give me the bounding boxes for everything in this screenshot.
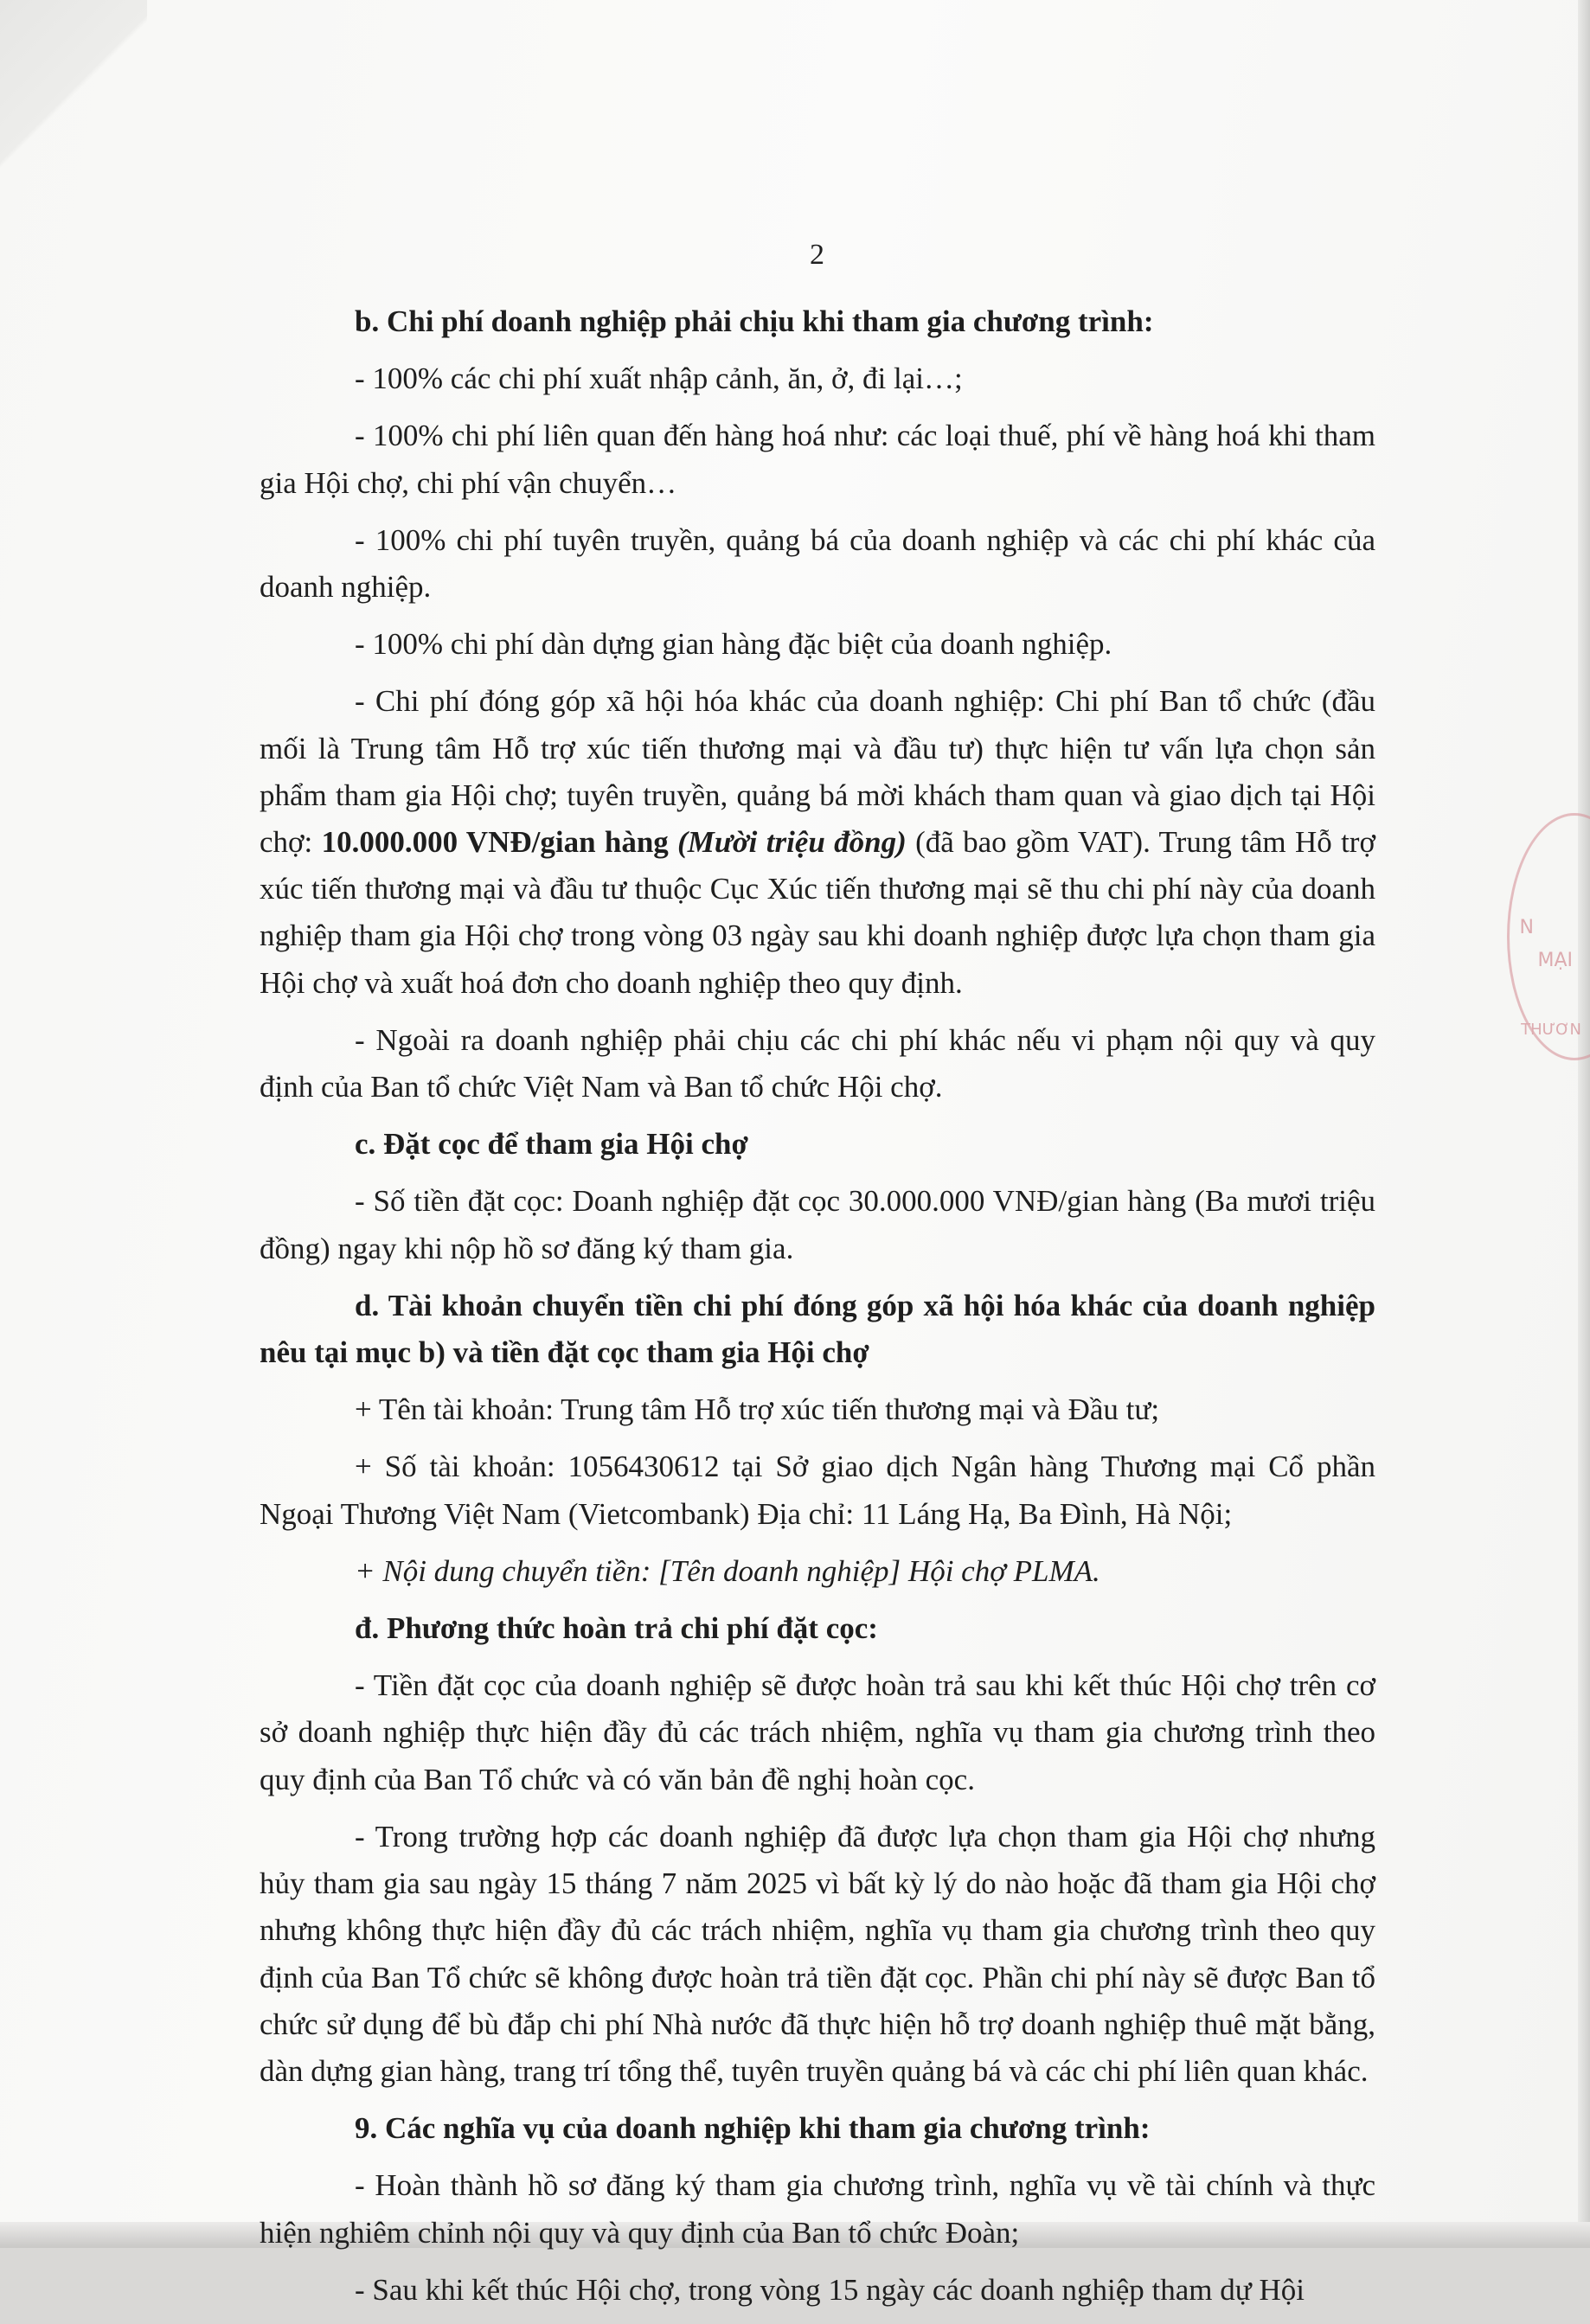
paragraph: - 100% các chi phí xuất nhập cảnh, ăn, ở, đi lại…; <box>355 362 963 396</box>
paragraph: - 100% chi phí dàn dựng gian hàng đặc biệt của doanh nghiệp. <box>355 627 1112 662</box>
stamp-text: N <box>1519 917 1534 938</box>
heading-9: 9. Các nghĩa vụ của doanh nghiệp khi tham gia chương trình: <box>355 2111 1151 2146</box>
stamp-text: MẠI <box>1537 950 1573 971</box>
stamp-text: THƯƠN <box>1521 1021 1581 1039</box>
heading-b: b. Chi phí doanh nghiệp phải chịu khi tham gia chương trình: <box>355 304 1154 338</box>
page-edge-right <box>1578 0 1590 2248</box>
fee-text-a: - Chi phí đóng góp xã hội hóa khác của doanh nghiệp: Chi phí Ban tổ chức (đầu mối là Trung tâm Hỗ trợ xúc tiến thương mại và đầu tư) thực hiện tư vấn lựa chọn sản phẩm tham gia Hội chợ; tuyên truyền, quảng bá mời khách tham quan và giao dịch tại Hội chợ: <box>260 684 1375 860</box>
stamp-bleed-through <box>1478 813 1581 1072</box>
paragraph: - Số tiền đặt cọc: Doanh nghiệp đặt cọc 30.000.000 VNĐ/gian hàng (Ba mươi triệu đồng) ngay khi nộp hồ sơ đăng ký tham gia. <box>260 1184 1375 1265</box>
paragraph: - 100% chi phí liên quan đến hàng hoá như: các loại thuế, phí về hàng hoá khi tham gia Hội chợ, chi phí vận chuyển… <box>260 419 1375 500</box>
folded-corner <box>0 0 147 190</box>
heading-d: d. Tài khoản chuyển tiền chi phí đóng góp xã hội hóa khác của doanh nghiệp nêu tại mục b) và tiền đặt cọc tham gia Hội chợ <box>260 1288 1375 1370</box>
paragraph: - Ngoài ra doanh nghiệp phải chịu các chi phí khác nếu vi phạm nội quy và quy định của Ban tổ chức Việt Nam và Ban tổ chức Hội chợ. <box>260 1022 1375 1104</box>
paragraph: - Hoàn thành hồ sơ đăng ký tham gia chương trình, nghĩa vụ về tài chính và thực hiện nghiêm chỉnh nội quy và quy định của Ban tổ chức Đoàn; <box>260 2168 1375 2250</box>
fee-text-d: (đã bao gồm VAT). Trung tâm Hỗ trợ xúc tiến thương mại và đầu tư thuộc Cục Xúc tiến thương mại sẽ thu chi phí này của doanh nghiệp tham gia Hội chợ trong vòng 03 ngày sau khi doanh nghiệp được lựa chọn tham gia Hội chợ và xuất hoá đơn cho doanh nghiệp theo quy định. <box>260 825 1375 1000</box>
heading-dd: đ. Phương thức hoàn trả chi phí đặt cọc: <box>355 1611 878 1646</box>
paragraph-transfer-content: + Nội dung chuyển tiền: [Tên doanh nghiệp] Hội chợ PLMA. <box>355 1553 1100 1588</box>
heading-c: c. Đặt cọc để tham gia Hội chợ <box>355 1127 748 1162</box>
paragraph: - Sau khi kết thúc Hội chợ, trong vòng 15 ngày các doanh nghiệp tham dự Hội <box>355 2272 1305 2307</box>
paragraph-fee <box>260 678 1375 1006</box>
fee-amount-words: (Mười triệu đồng) <box>677 825 907 860</box>
paragraph: - Tiền đặt cọc của doanh nghiệp sẽ được hoàn trả sau khi kết thúc Hội chợ trên cơ sở doanh nghiệp thực hiện đầy đủ các trách nhiệm, nghĩa vụ tham gia chương trình theo quy định của Ban Tổ chức và có văn bản đề nghị hoàn cọc. <box>260 1668 1375 1796</box>
paragraph: - Trong trường hợp các doanh nghiệp đã được lựa chọn tham gia Hội chợ nhưng hủy tham gia sau ngày 15 tháng 7 năm 2025 vì bất kỳ lý do nào hoặc đã tham gia Hội chợ nhưng không thực hiện đầy đủ các trách nhiệm, nghĩa vụ tham gia chương trình theo quy định của Ban Tổ chức sẽ không được hoàn trả tiền đặt cọc. Phần chi phí này sẽ được Ban tổ chức sử dụng để bù đắp chi phí Nhà nước đã thực hiện hỗ trợ doanh nghiệp thuê mặt bằng, dàn dựng gian hàng, trang trí tổng thể, tuyên truyền quảng bá và các chi phí liên quan khác. <box>260 1819 1375 2088</box>
page-number: 2 <box>810 239 824 271</box>
paragraph: + Tên tài khoản: Trung tâm Hỗ trợ xúc tiến thương mại và Đầu tư; <box>355 1392 1160 1427</box>
paragraph: + Số tài khoản: 1056430612 tại Sở giao dịch Ngân hàng Thương mại Cổ phần Ngoại Thương Việt Nam (Vietcombank) Địa chỉ: 11 Láng Hạ, Ba Đình, Hà Nội; <box>260 1450 1375 1531</box>
document-body <box>260 298 1375 2324</box>
fee-amount: 10.000.000 VNĐ/gian hàng <box>321 825 678 860</box>
paragraph: - 100% chi phí tuyên truyền, quảng bá của doanh nghiệp và các chi phí khác của doanh nghiệp. <box>260 522 1375 605</box>
